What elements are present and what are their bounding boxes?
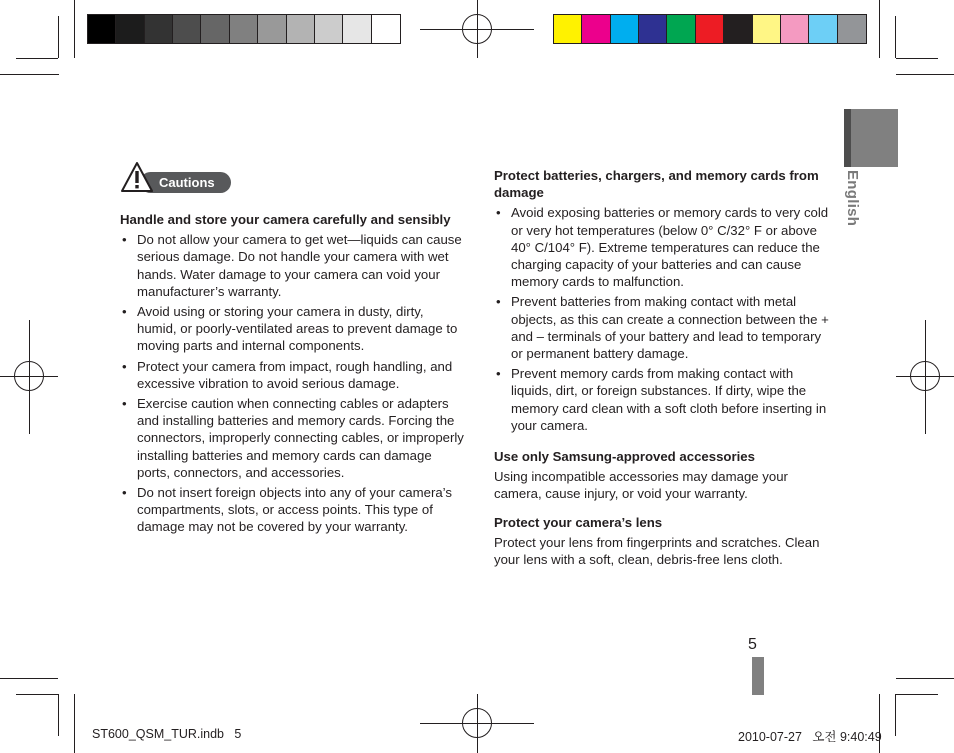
registration-mark <box>462 708 492 738</box>
cautions-label: Cautions <box>159 175 215 190</box>
list-item-text: Protect your camera from impact, rough handling, and excessive vibration to avoid serious damage. <box>137 358 453 391</box>
list-item <box>494 204 836 290</box>
bullet-icon: • <box>496 205 501 221</box>
warning-icon <box>120 160 154 194</box>
bullet-icon: • <box>122 485 127 501</box>
section-heading-lens: Protect your camera’s lens <box>494 514 663 530</box>
color-swatch <box>343 15 371 43</box>
trim-mark <box>16 58 58 59</box>
trim-mark <box>0 74 58 75</box>
right-column <box>494 167 836 568</box>
list-item-text: Avoid using or storing your camera in dusty, dirty, humid, or poorly-ventilated areas to prevent damage to moving parts and internal components. <box>137 304 458 354</box>
trim-mark <box>58 16 59 58</box>
language-tab-label: English <box>844 170 861 227</box>
footer-timestamp: 2010-07-27 오전 9:40:49 <box>738 730 882 744</box>
trim-mark <box>896 58 938 59</box>
list-item-text: Avoid exposing batteries or memory cards to very cold or very hot temperatures (below 0° C/32° F or above 40° C/104° F). Extreme temperatures can reduce the charging capacity of your batteries and can cause memory cards to malfunction. <box>511 205 829 290</box>
list-item <box>120 303 466 355</box>
section-heading-accessories: Use only Samsung-approved accessories <box>494 449 755 465</box>
color-swatch <box>639 15 667 43</box>
registration-mark <box>462 14 492 44</box>
trim-mark <box>58 74 59 75</box>
trim-mark <box>896 678 954 679</box>
color-swatch <box>258 15 286 43</box>
list-item-text: Prevent memory cards from making contact with liquids, dirt, or foreign substances. If dirty, wipe the memory card clean with a soft cloth before inserting in your camera. <box>511 366 827 433</box>
color-swatch <box>781 15 809 43</box>
list-item <box>120 231 466 300</box>
color-swatch <box>287 15 315 43</box>
color-swatch <box>809 15 837 43</box>
color-swatch <box>753 15 781 43</box>
paragraph-accessories: Using incompatible accessories may damage your camera, cause injury, or void your warranty. <box>494 469 788 502</box>
registration-mark <box>14 361 44 391</box>
registration-mark <box>910 361 940 391</box>
bullet-icon: • <box>122 358 127 374</box>
color-swatch <box>611 15 639 43</box>
trim-mark <box>896 694 938 695</box>
color-swatch <box>201 15 229 43</box>
left-bullet-list <box>120 231 466 535</box>
footer-filename: ST600_QSM_TUR.indb 5 <box>92 727 242 741</box>
trim-mark <box>74 694 75 753</box>
paragraph-lens: Protect your lens from fingerprints and scratches. Clean your lens with a soft, clean, debris-free lens cloth. <box>494 534 820 568</box>
bullet-icon: • <box>122 396 127 412</box>
trim-mark <box>896 74 954 75</box>
color-swatch <box>145 15 173 43</box>
color-swatch <box>582 15 610 43</box>
page-number: 5 <box>748 636 757 653</box>
trim-mark <box>58 694 59 736</box>
section-heading-protect-batteries: Protect batteries, chargers, and memory cards from damage <box>494 168 819 201</box>
list-item-text: Exercise caution when connecting cables or adapters and installing batteries and memory cards. Forcing the connectors, improperly connecting cables, or improperly installing batteries and memory cards can damage ports, connectors, and accessories. <box>137 396 464 480</box>
color-swatch <box>838 15 866 43</box>
grayscale-color-bar <box>87 14 401 44</box>
color-swatch <box>230 15 258 43</box>
list-item <box>120 484 466 536</box>
list-item <box>120 358 466 392</box>
bullet-icon: • <box>122 304 127 320</box>
color-swatch <box>667 15 695 43</box>
color-swatch <box>372 15 400 43</box>
bullet-icon: • <box>122 232 127 248</box>
trim-mark <box>895 16 896 58</box>
trim-mark <box>0 678 58 679</box>
process-color-bar <box>553 14 867 44</box>
color-swatch <box>116 15 144 43</box>
list-item-text: Do not allow your camera to get wet—liquids can cause serious damage. Do not handle your camera with wet hands. Water damage to your camera can void your manufacturer’s warranty. <box>137 232 462 299</box>
list-item-text: Prevent batteries from making contact with metal objects, as this can create a connection between the + and – terminals of your battery and lead to temporary or permanent battery damage. <box>511 294 829 362</box>
color-swatch <box>554 15 582 43</box>
color-swatch <box>88 15 116 43</box>
language-tab-stripe <box>844 109 851 167</box>
left-column <box>120 211 466 539</box>
bullet-icon: • <box>496 294 501 310</box>
trim-mark <box>879 0 880 58</box>
color-swatch <box>173 15 201 43</box>
language-tab-block <box>844 109 898 167</box>
page-number-bar <box>752 657 764 695</box>
list-item <box>494 293 836 362</box>
list-item <box>494 365 836 434</box>
bullet-icon: • <box>496 366 501 382</box>
trim-mark <box>74 0 75 58</box>
section-heading-handle-camera: Handle and store your camera carefully and sensibly <box>120 212 451 227</box>
trim-mark <box>16 694 58 695</box>
list-item <box>120 395 466 481</box>
color-swatch <box>724 15 752 43</box>
color-swatch <box>696 15 724 43</box>
right-bullet-list <box>494 204 836 434</box>
trim-mark <box>895 694 896 736</box>
color-swatch <box>315 15 343 43</box>
list-item-text: Do not insert foreign objects into any of your camera’s compartments, slots, or access points. This type of damage may not be covered by your warranty. <box>137 485 452 535</box>
